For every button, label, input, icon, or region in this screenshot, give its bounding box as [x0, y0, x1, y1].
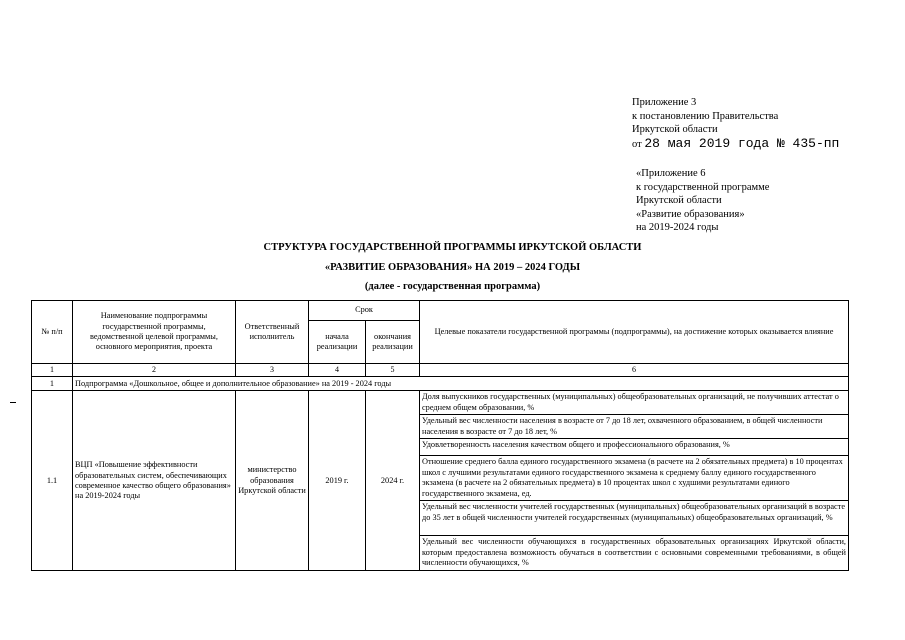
appendix-6-line1: «Приложение 6 — [636, 168, 706, 179]
row-start-year: 2019 г. — [309, 391, 366, 571]
row-end-year: 2024 г. — [366, 391, 420, 571]
col-number: 4 — [309, 364, 366, 377]
indicator-cell: Отношение среднего балла единого государственного экзамена (в расчете на 2 обязательных предмета) в 10 процентах школ с лучшими результатами единого государственного экзамена к среднему баллу единого государственного экзамена (в расчете на 2 обязательных предмета) в 10 процентах школ с худшими результатами единого государственного экзамена, ед. — [420, 456, 849, 501]
subprogram-title: Подпрограмма «Дошкольное, общее и дополнительное образование» на 2019 - 2024 годы — [73, 377, 849, 391]
header-num: № п/п — [32, 301, 73, 364]
appendix-3-line2: к постановлению Правительства — [632, 110, 779, 122]
indicator-cell: Удельный вес численности населения в возрасте от 7 до 18 лет, охваченного образованием, в общей численности населения в возрасте от 7 до 18 лет, % — [420, 415, 849, 439]
indicator-cell: Удельный вес численности учителей государственных (муниципальных) общеобразовательных организаций в возрасте до 35 лет в общей численности учителей государственных (муниципальных) общеобразовательных организаций, % — [420, 501, 849, 536]
resolution-date: 28 мая 2019 года № 435-пп — [644, 135, 840, 151]
header-start: начала реализации — [309, 321, 366, 364]
table-row — [32, 391, 849, 415]
appendix-6-block — [636, 167, 769, 235]
header-indicators: Целевые показатели государственной программы (подпрограммы), на достижение которых оказывается влияние — [420, 301, 849, 364]
col-number: 2 — [73, 364, 236, 377]
header-term: Срок — [309, 301, 420, 321]
header-end: окончания реализации — [366, 321, 420, 364]
column-number-row — [32, 364, 849, 377]
appendix-6-line5: на 2019-2024 годы — [636, 222, 719, 233]
indicator-cell: Доля выпускников государственных (муниципальных) общеобразовательных организаций, не получивших аттестат о среднем общем образовании, % — [420, 391, 849, 415]
document-title-line2: «РАЗВИТИЕ ОБРАЗОВАНИЯ» НА 2019 – 2024 ГОДЫ — [324, 262, 581, 273]
row-num: 1.1 — [32, 391, 73, 571]
row-executor: министерство образования Иркутской области — [236, 391, 309, 571]
document-title-line3: (далее - государственная программа) — [364, 281, 541, 292]
col-number: 1 — [32, 364, 73, 377]
subprogram-row — [32, 377, 849, 391]
appendix-3-line3: Иркутской области — [632, 124, 718, 135]
margin-mark — [10, 402, 16, 403]
header-executor: Ответственный исполнитель — [236, 301, 309, 364]
subprogram-num: 1 — [32, 377, 73, 391]
indicator-cell: Удельный вес численности обучающихся в государственных образовательных организациях Иркутской области, которым предоставлена возможность обучаться в соответствии с основными современными требованиями, в общей численности обучающихся, % — [420, 536, 849, 571]
indicator-cell: Удовлетворенность населения качеством общего и профессионального образования, % — [420, 439, 849, 456]
appendix-6-line3: Иркутской области — [636, 195, 722, 206]
col-number: 6 — [420, 364, 849, 377]
col-number: 3 — [236, 364, 309, 377]
appendix-3-line1: Приложение 3 — [632, 97, 697, 108]
document-title-line1: СТРУКТУРА ГОСУДАРСТВЕННОЙ ПРОГРАММЫ ИРКУТСКОЙ ОБЛАСТИ — [263, 242, 642, 253]
appendix-3-date-row — [632, 137, 839, 152]
appendix-6-line4: «Развитие образования» — [636, 208, 745, 220]
date-prefix: от — [632, 138, 642, 150]
header-name: Наименование подпрограммы государственной программы, ведомственной целевой программы, основного мероприятия, проекта — [73, 301, 236, 364]
appendix-3-block — [632, 96, 839, 151]
appendix-6-line2: к государственной программе — [636, 181, 770, 193]
col-number: 5 — [366, 364, 420, 377]
structure-table — [31, 300, 849, 571]
header-row — [32, 301, 849, 321]
row-program-name: ВЦП «Повышение эффективности образовательных систем, обеспечивающих современное качество общего образования» на 2019-2024 годы — [73, 391, 236, 571]
